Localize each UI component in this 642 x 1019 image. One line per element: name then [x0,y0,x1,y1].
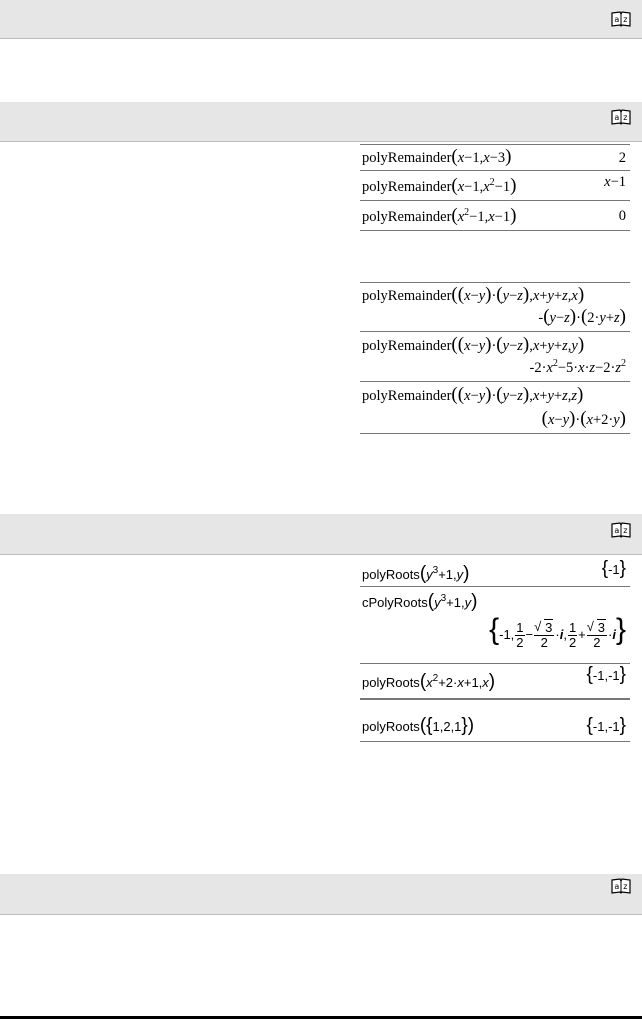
calc-row: polyRemainder((x−y)·(y−z),x+y+z,y) $-2\cdot x^2-5\cdot x\cdot z-2\cdot z^2$ [360,332,630,382]
command-name: polyRemainder [362,179,452,195]
result-value: x−1 [604,174,626,190]
command-name: polyRemainder [362,209,452,225]
command-name: polyRemainder [362,338,452,354]
section-band-1 [0,0,642,39]
result-value: (x−y)·(x+2·y) [541,408,626,429]
polyremainder-examples-1 [360,144,630,231]
calc-row: $polyRoots(x^2+2\cdot x+1,x)$ {-1,-1} [360,664,630,699]
command-name: polyRemainder [362,150,452,166]
catalog-book-icon [611,11,631,27]
section-band-3 [0,514,642,555]
svg-text:a: a [614,882,620,891]
calc-row: $cPolyRoots(y^3+1,y)$ {-1, $\frac{1}{2}$ − √ $\frac{3}{2}$ ·i, $\frac{1}{2}$ + √ $\frac{3}{2}$ ·i} [360,587,630,664]
svg-text:z: z [623,882,628,891]
result-value: -(y−z)·(2·y+z) [538,306,626,327]
result-value: {-1} [601,558,626,579]
calc-row: polyRemainder(x−1,x−3) 2 [360,145,630,171]
command-name: cPolyRoots [362,595,428,610]
calc-row: polyRemainder((x−y)·(y−z),x+y+z,z) (x−y)·(x+2·y) [360,382,630,434]
command-name: polyRoots [362,675,420,690]
svg-text:z: z [623,15,628,24]
calc-row: polyRoots({1,2,1}) {-1,-1} [360,699,630,742]
result-value: 2 [618,150,626,166]
polyroots-examples [360,558,630,742]
svg-text:a: a [614,113,620,122]
result-value: {-1,-1} [586,664,626,685]
command-name: polyRoots [362,567,420,582]
catalog-book-icon [611,878,631,894]
calc-row: $polyRemainder(x-1,x^2-1)$ x−1 [360,171,630,201]
result-value: {-1, $\frac{1}{2}$ − √ $\frac{3}{2}$ ·i, $\frac{1}{2}$ + √ $\frac{3}{2}$ ·i} [489,621,626,650]
svg-text:z: z [623,113,628,122]
svg-text:a: a [614,526,620,535]
svg-text:a: a [614,15,620,24]
section-band-2 [0,102,642,142]
result-value: 0 [618,208,626,224]
polyremainder-examples-2 [360,282,630,434]
catalog-book-icon [611,522,631,538]
section-band-4 [0,874,642,915]
calc-row: $polyRoots(y^3+1,y)$ {-1} [360,558,630,587]
calc-row: $polyRemainder(x^2-1,x-1)$ 0 [360,201,630,231]
svg-text:z: z [623,526,628,535]
result-value: {-1,-1} [586,715,626,736]
command-name: polyRoots [362,719,420,734]
calc-row: polyRemainder((x−y)·(y−z),x+y+z,x) -(y−z)·(2·y+z) [360,283,630,332]
catalog-book-icon [611,109,631,125]
command-name: polyRemainder [362,388,452,404]
result-value: $-2\cdot x^2-5\cdot x\cdot z-2\cdot z^2$ [529,358,626,376]
command-name: polyRemainder [362,288,452,304]
